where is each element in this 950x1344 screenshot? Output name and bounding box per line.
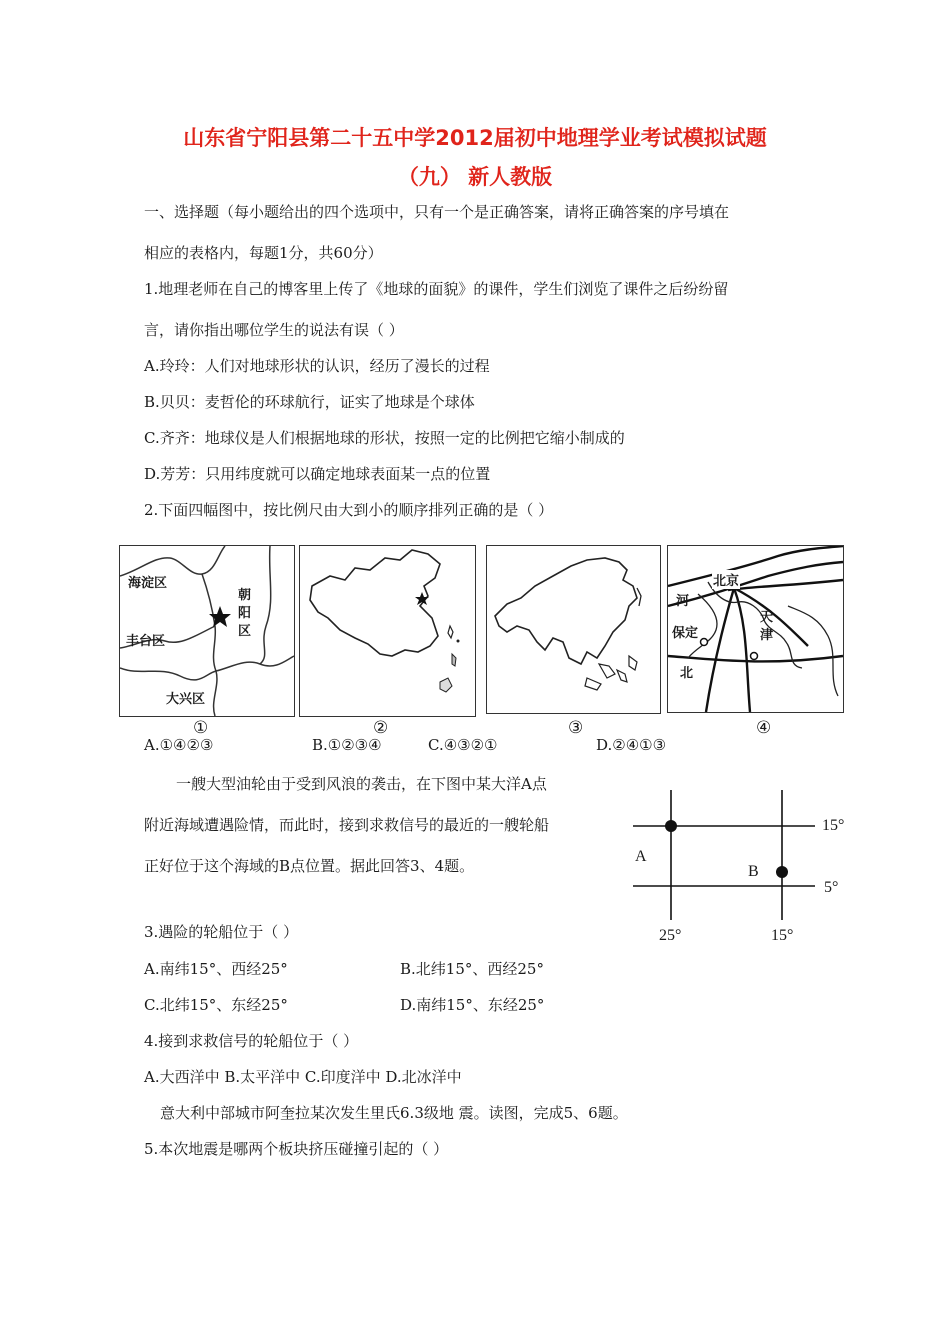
label-bei: 北 (680, 666, 694, 681)
q5-stem: 5.本次地震是哪两个板块挤压碰撞引起的（ ） (144, 1140, 449, 1158)
latitude-top-label: 15° (822, 817, 845, 834)
section-instructions-line2: 相应的表格内，每题1分，共60分） (144, 244, 383, 262)
q3-option-b: B.北纬15°、西经25° (400, 960, 544, 978)
q3-option-d: D.南纬15°、东经25° (400, 996, 545, 1014)
label-he: 河 (676, 594, 690, 609)
q2-stem: 2.下面四幅图中，按比例尺由大到小的顺序排列正确的是（ ） (144, 501, 554, 519)
point-a-label: A (635, 848, 647, 865)
label-fengtai: 丰台区 (126, 634, 166, 649)
q4-options: A.大西洋中 B.太平洋中 C.印度洋中 D.北冰洋中 (144, 1068, 462, 1086)
q2-option-c: C.④③②① (428, 736, 498, 754)
q1-stem-line2: 言，请你指出哪位学生的说法有误（ ） (144, 321, 404, 339)
latitude-bottom-label: 5° (824, 879, 839, 896)
q3-option-c: C.北纬15°、东经25° (144, 996, 288, 1014)
figure-2-china-map (299, 545, 476, 717)
exam-subtitle: （九） 新人教版 (397, 165, 553, 189)
label-tian: 天 (760, 610, 774, 625)
figure-3-number: ③ (568, 718, 584, 738)
label-yang: 阳 (238, 606, 252, 621)
figure-1-beijing-districts (119, 545, 295, 717)
longitude-right-label: 15° (771, 927, 794, 944)
point-b-marker (776, 866, 788, 878)
q1-option-a: A.玲玲：人们对地球形状的认识，经历了漫长的过程 (144, 357, 490, 375)
figure-3-asia-map (486, 545, 661, 714)
section-instructions-line1: 一、选择题（每小题给出的四个选项中，只有一个是正确答案，请将正确答案的序号填在 (144, 203, 730, 221)
label-baoding: 保定 (672, 626, 699, 641)
asia-outline-drawing (487, 546, 660, 713)
passage-56: 意大利中部城市阿奎拉某次发生里氏6.3级地 震。读图，完成5、6题。 (160, 1104, 628, 1122)
q1-stem-line1: 1.地理老师在自己的博客里上传了《地球的面貌》的课件，学生们浏览了课件之后纷纷留 (144, 280, 729, 298)
figure-1-number: ① (193, 718, 209, 738)
label-beijing: 北京 (712, 570, 740, 589)
figure-2-number: ② (373, 718, 389, 738)
exam-title: 山东省宁阳县第二十五中学2012届初中地理学业考试模拟试题 (183, 126, 767, 150)
label-daxing: 大兴区 (166, 692, 206, 707)
q1-option-c: C.齐齐：地球仪是人们根据地球的形状，按照一定的比例把它缩小制成的 (144, 429, 625, 447)
point-b-label: B (748, 863, 759, 880)
label-jin: 津 (760, 628, 774, 643)
q2-option-b: B.①②③④ (312, 736, 382, 754)
china-outline-drawing (300, 546, 475, 716)
q2-option-d: D.②④①③ (596, 736, 667, 754)
q3-option-a: A.南纬15°、西经25° (144, 960, 288, 978)
label-haidian: 海淀区 (128, 576, 168, 591)
q3-stem: 3.遇险的轮船位于（ ） (144, 923, 299, 941)
passage-34-line2: 附近海域遭遇险情，而此时，接到求救信号的最近的一艘轮船 (144, 816, 550, 834)
q1-option-b: B.贝贝：麦哲伦的环球航行，证实了地球是个球体 (144, 393, 475, 411)
point-a-marker (665, 820, 677, 832)
passage-34-line1: 一艘大型油轮由于受到风浪的袭击，在下图中某大洋A点 (176, 775, 547, 793)
figure-4-beijing-tianjin-map (667, 545, 844, 713)
label-qu: 区 (238, 624, 252, 639)
q2-option-a: A.①④②③ (144, 736, 214, 754)
q1-option-d: D.芳芳：只用纬度就可以确定地球表面某一点的位置 (144, 465, 491, 483)
lat-lon-grid-figure (625, 785, 860, 955)
figure-4-number: ④ (756, 718, 772, 738)
passage-34-line3: 正好位于这个海域的B点位置。据此回答3、4题。 (144, 857, 475, 875)
q4-stem: 4.接到求救信号的轮船位于（ ） (144, 1032, 359, 1050)
label-chao: 朝 (238, 588, 252, 603)
longitude-left-label: 25° (659, 927, 682, 944)
